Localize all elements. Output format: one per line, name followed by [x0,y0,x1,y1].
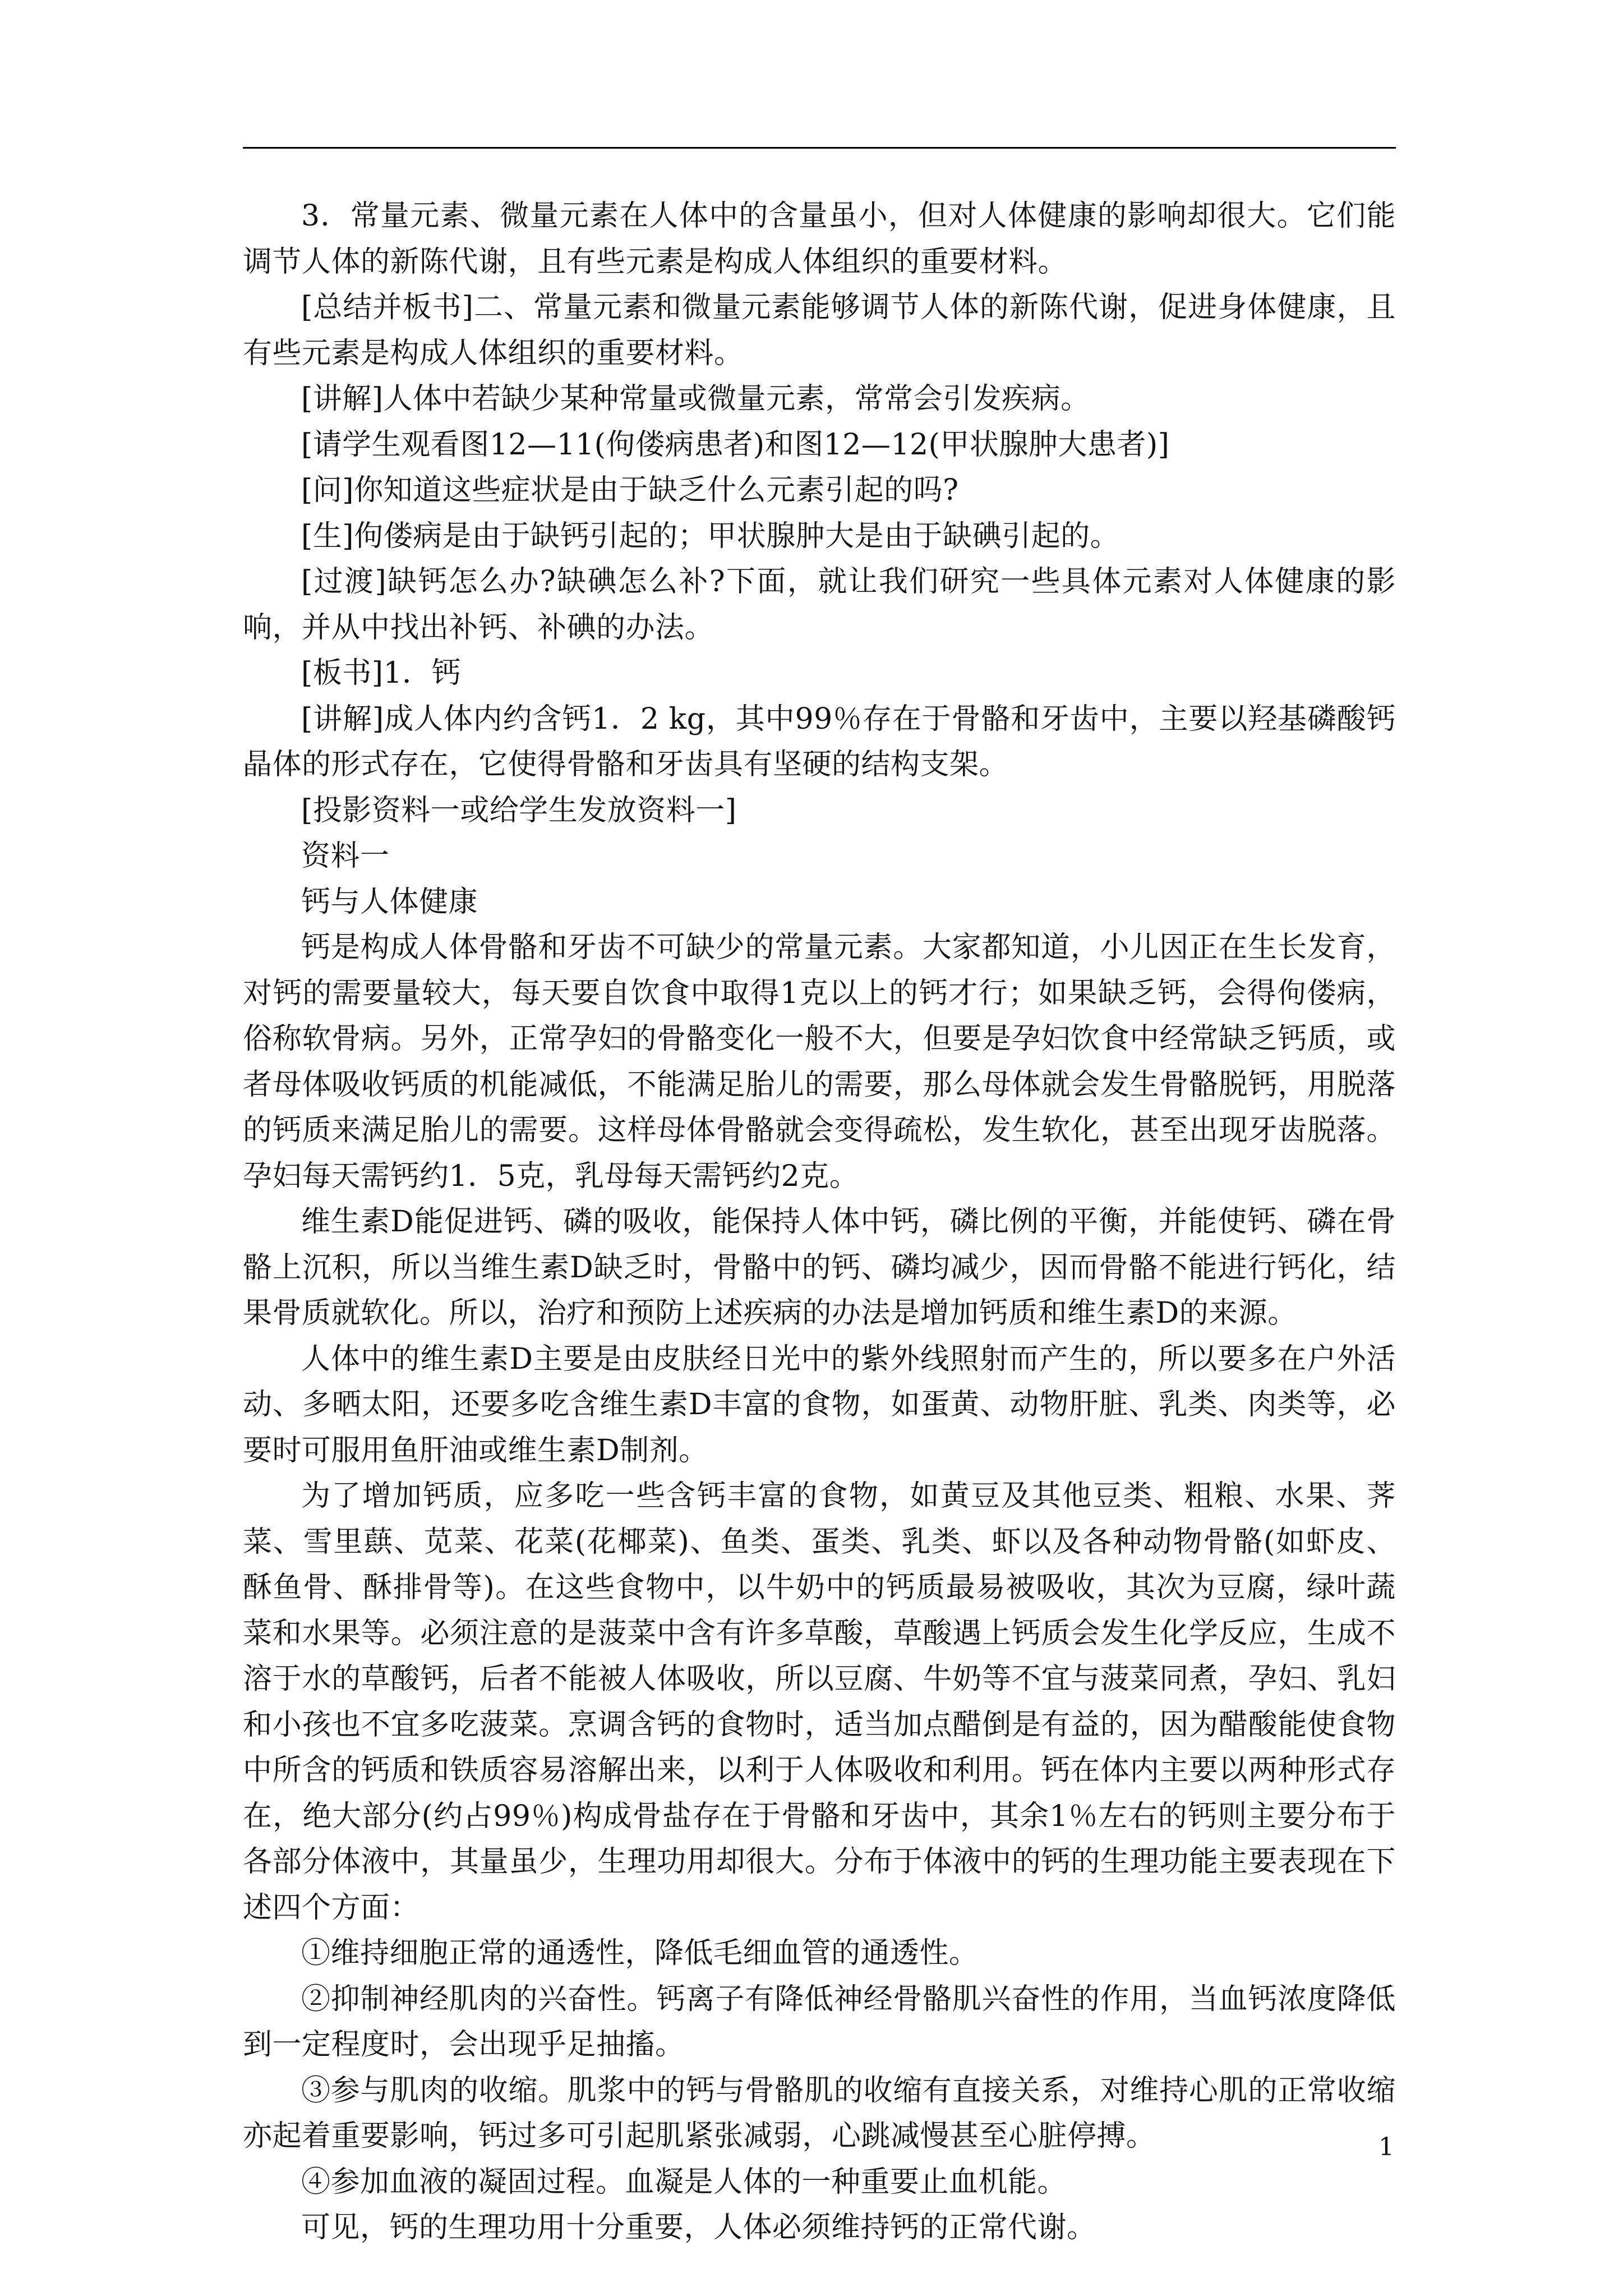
paragraph: 维生素D能促进钙、磷的吸收，能保持人体中钙，磷比例的平衡，并能使钙、磷在骨骼上沉积，所以当维生素D缺乏时，骨骼中的钙、磷均减少，因而骨骼不能进行钙化，结果骨质就软化。所以，治疗和预防上述疾病的办法是增加钙质和维生素D的来源。 [243,1205,1396,1330]
list-item: ②抑制神经肌肉的兴奋性。钙离子有降低神经骨骼肌兴奋性的作用，当血钙浓度降低到一定程度时，会出现乎足抽搐。 [243,1982,1396,2062]
paragraph: [总结并板书]二、常量元素和微量元素能够调节人体的新陈代谢，促进身体健康，且有些元素是构成人体组织的重要材料。 [243,291,1396,370]
material-title: 钙与人体健康 [301,885,478,919]
paragraph: [请学生观看图12—11(佝偻病患者)和图12—12(甲状腺肿大患者)] [301,427,1170,462]
paragraph: [过渡]缺钙怎么办?缺碘怎么补?下面，就让我们研究一些具体元素对人体健康的影响，并从中找出补钙、补碘的办法。 [243,565,1396,645]
paragraph: [生]佝偻病是由于缺钙引起的；甲状腺肿大是由于缺碘引起的。 [301,519,1120,553]
paragraph: 钙是构成人体骨骼和牙齿不可缺少的常量元素。大家都知道，小儿因正在生长发育，对钙的需要量较大，每天要自饮食中取得1克以上的钙才行；如果缺乏钙，会得佝偻病，俗称软骨病。另外，正常孕妇的骨骼变化一般不大，但要是孕妇饮食中经常缺乏钙质，或者母体吸收钙质的机能减低，不能满足胎儿的需要，那么母体就会发生骨骼脱钙，用脱落的钙质来满足胎儿的需要。这样母体骨骼就会变得疏松，发生软化，甚至出现牙齿脱落。孕妇每天需钙约1．5克，乳母每天需钙约2克。 [243,931,1396,1193]
paragraph: 为了增加钙质，应多吃一些含钙丰富的食物，如黄豆及其他豆类、粗粮、水果、荠菜、雪里蕻、苋菜、花菜(花椰菜)、鱼类、蛋类、乳类、虾以及各种动物骨骼(如虾皮、酥鱼骨、酥排骨等)。在这些食物中，以牛奶中的钙质最易被吸收，其次为豆腐，绿叶蔬菜和水果等。必须注意的是菠菜中含有许多草酸，草酸遇上钙质会发生化学反应，生成不溶于水的草酸钙，后者不能被人体吸收，所以豆腐、牛奶等不宜与菠菜同煮，孕妇、乳妇和小孩也不宜多吃菠菜。烹调含钙的食物时，适当加点醋倒是有益的，因为醋酸能使食物中所含的钙质和铁质容易溶解出来，以利于人体吸收和利用。钙在体内主要以两种形式存在，绝大部分(约占99％)构成骨盐存在于骨骼和牙齿中，其余1％左右的钙则主要分布于各部分体液中，其量虽少，生理功用却很大。分布于体液中的钙的生理功能主要表现在下述四个方面： [243,1479,1396,1925]
list-item: ④参加血液的凝固过程。血凝是人体的一种重要止血机能。 [301,2165,1067,2199]
material-label: 资料一 [301,839,390,873]
paragraph: [讲解]成人体内约含钙1．2 kg，其中99％存在于骨骼和牙齿中，主要以羟基磷酸钙晶体的形式存在，它使得骨骼和牙齿具有坚硬的结构支架。 [243,702,1396,781]
header-rule [243,147,1396,149]
list-item: ③参与肌肉的收缩。肌浆中的钙与骨骼肌的收缩有直接关系，对维持心肌的正常收缩亦起着重要影响，钙过多可引起肌紧张减弱，心跳减慢甚至心脏停搏。 [243,2073,1396,2153]
page-number: 1 [1378,2133,1394,2161]
paragraph: 人体中的维生素D主要是由皮肤经日光中的紫外线照射而产生的，所以要多在户外活动、多晒太阳，还要多吃含维生素D丰富的食物，如蛋黄、动物肝脏、乳类、肉类等，必要时可服用鱼肝油或维生素D制剂。 [243,1342,1396,1467]
paragraph: 可见，钙的生理功用十分重要，人体必须维持钙的正常代谢。 [301,2211,1096,2244]
document-body [243,194,1396,2251]
paragraph: 3．常量元素、微量元素在人体中的含量虽小，但对人体健康的影响却很大。它们能调节人体的新陈代谢，且有些元素是构成人体组织的重要材料。 [243,199,1396,279]
paragraph: [投影资料一或给学生发放资料一] [301,793,737,827]
paragraph: [问]你知道这些症状是由于缺乏什么元素引起的吗? [301,473,959,507]
paragraph: [板书]1．钙 [301,656,462,690]
list-item: ①维持细胞正常的通透性，降低毛细血管的通透性。 [301,1936,979,1970]
paragraph: [讲解]人体中若缺少某种常量或微量元素，常常会引发疾病。 [301,382,1090,416]
